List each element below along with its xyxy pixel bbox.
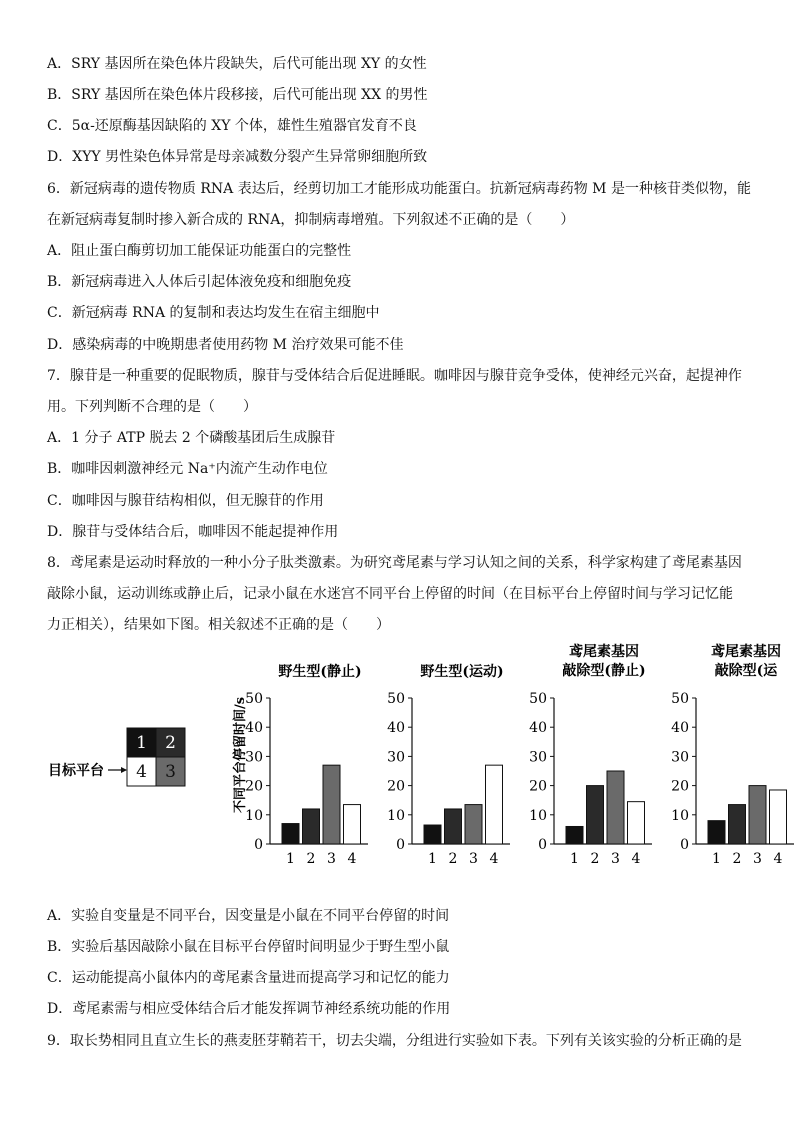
x-tick-label: 3 (753, 851, 762, 867)
bar-platform-1 (282, 824, 299, 844)
bar-platform-1 (566, 826, 583, 844)
platform-time-charts (0, 640, 794, 870)
y-tick-label: 30 (529, 749, 547, 766)
bar-platform-4 (770, 790, 787, 844)
q6-option-d: D．感染病毒的中晚期患者使用药物 M 治疗效果可能不佳 (47, 337, 404, 353)
x-tick-label: 2 (732, 851, 742, 867)
question-7-stem-line-1: 7．腺苷是一种重要的促眠物质，腺苷与受体结合后促进睡眠。咖啡因与腺苷竞争受体，使神经元兴奋，起提神作 (47, 368, 742, 384)
x-tick-label: 1 (428, 851, 437, 867)
option-c-reductase: C．5α-还原酶基因缺陷的 XY 个体，雄性生殖器官发育不良 (47, 118, 417, 134)
x-tick-label: 2 (306, 851, 316, 867)
bar-platform-3 (749, 786, 766, 844)
x-tick-label: 4 (489, 851, 499, 867)
q6-option-a: A．阻止蛋白酶剪切加工能保证功能蛋白的完整性 (47, 243, 352, 259)
panel-title: 野生型(静止) (278, 664, 362, 680)
y-tick-label: 50 (671, 691, 689, 707)
q7-option-b: B．咖啡因刺激神经元 Na⁺内流产生动作电位 (47, 461, 328, 477)
question-6-stem-line-1: 6．新冠病毒的遗传物质 RNA 表达后，经剪切加工才能形成功能蛋白。抗新冠病毒药物 M 是一种核苷类似物，能 (47, 181, 751, 197)
q8-option-a: A．实验自变量是不同平台，因变量是小鼠在不同平台停留的时间 (47, 908, 450, 924)
chart-panel-3 (529, 643, 652, 867)
y-tick-label: 20 (529, 778, 547, 795)
y-tick-label: 10 (529, 807, 547, 824)
x-tick-label: 1 (570, 851, 579, 867)
question-8-stem-line-1: 8．鸢尾素是运动时释放的一种小分子肽类激素。为研究鸢尾素与学习认知之间的关系，科学家构建了鸢尾素基因 (47, 555, 742, 571)
y-tick-label: 10 (245, 807, 263, 824)
y-tick-label: 20 (245, 778, 263, 795)
question-6-stem-line-2: 在新冠病毒复制时掺入新合成的 RNA，抑制病毒增殖。下列叙述不正确的是（ ） (47, 212, 575, 228)
x-tick-label: 2 (590, 851, 600, 867)
bar-platform-2 (729, 805, 746, 844)
y-tick-label: 50 (529, 691, 547, 707)
bar-platform-1 (424, 825, 441, 844)
y-tick-label: 40 (387, 720, 405, 737)
y-tick-label: 50 (387, 691, 405, 707)
question-8-stem-line-2: 敲除小鼠，运动训练或静止后，记录小鼠在水迷宫不同平台上停留的时间（在目标平台上停留时间与学习记忆能 (47, 586, 733, 602)
bar-platform-3 (465, 805, 482, 844)
bar-platform-4 (628, 802, 645, 844)
panel-title: 鸢尾素基因 (569, 644, 639, 660)
chart-panel-4 (671, 643, 794, 867)
q7-option-d: D．腺苷与受体结合后，咖啡因不能起提神作用 (47, 524, 339, 540)
y-tick-label: 0 (254, 837, 263, 853)
y-tick-label: 20 (387, 778, 405, 795)
platform-label-3: 3 (165, 762, 176, 782)
x-tick-label: 3 (611, 851, 620, 867)
q6-option-c: C．新冠病毒 RNA 的复制和表达均发生在宿主细胞中 (47, 305, 380, 321)
bar-platform-4 (486, 765, 503, 844)
y-tick-label: 30 (387, 749, 405, 766)
y-tick-label: 0 (396, 837, 405, 853)
figure-8 (0, 640, 794, 870)
q7-option-c: C．咖啡因与腺苷结构相似，但无腺苷的作用 (47, 493, 324, 509)
arrow-head (121, 767, 127, 773)
bar-platform-1 (708, 821, 725, 844)
y-tick-label: 40 (671, 720, 689, 737)
bar-platform-2 (587, 786, 604, 844)
x-tick-label: 1 (712, 851, 721, 867)
bar-platform-2 (445, 809, 462, 844)
x-tick-label: 3 (469, 851, 478, 867)
q6-option-b: B．新冠病毒进入人体后引起体液免疫和细胞免疫 (47, 274, 352, 290)
y-tick-label: 30 (671, 749, 689, 766)
option-b-sry: B．SRY 基因所在染色体片段移接，后代可能出现 XX 的男性 (47, 87, 428, 103)
option-a-sry: A．SRY 基因所在染色体片段缺失，后代可能出现 XY 的女性 (47, 56, 427, 72)
q8-option-b: B．实验后基因敲除小鼠在目标平台停留时间明显少于野生型小鼠 (47, 939, 450, 955)
question-7-stem-line-2: 用。下列判断不合理的是（ ） (47, 399, 257, 415)
y-axis-label: 不同平台停留时间/s (233, 696, 248, 814)
y-tick-label: 30 (245, 749, 263, 766)
y-tick-label: 40 (529, 720, 547, 737)
option-d-xyy: D．XYY 男性染色体异常是母亲减数分裂产生异常卵细胞所致 (47, 149, 428, 165)
platform-label-4: 4 (136, 762, 147, 782)
y-tick-label: 20 (671, 778, 689, 795)
x-tick-label: 2 (448, 851, 458, 867)
question-8-stem-line-3: 力正相关），结果如下图。相关叙述不正确的是（ ） (47, 617, 390, 633)
y-tick-label: 10 (387, 807, 405, 824)
platform-label-2: 2 (165, 733, 176, 753)
panel-title: 鸢尾素基因 (711, 644, 781, 660)
bar-platform-3 (607, 771, 624, 844)
panel-title: 野生型(运动) (420, 664, 504, 680)
bar-platform-4 (344, 805, 361, 844)
question-9-stem-line-1: 9．取长势相同且直立生长的燕麦胚芽鞘若干，切去尖端，分组进行实验如下表。下列有关该实验的分析正确的是 (47, 1033, 742, 1049)
bar-platform-3 (323, 765, 340, 844)
bar-platform-2 (303, 809, 320, 844)
platform-diagram (48, 728, 185, 786)
target-platform-label: 目标平台 (48, 763, 104, 779)
x-tick-label: 3 (327, 851, 336, 867)
x-tick-label: 4 (631, 851, 641, 867)
y-tick-label: 40 (245, 720, 263, 737)
platform-label-1: 1 (136, 733, 147, 753)
panel-title: 敲除型(静止) (562, 663, 646, 679)
y-tick-label: 50 (245, 691, 263, 707)
q7-option-a: A．1 分子 ATP 脱去 2 个磷酸基团后生成腺苷 (47, 430, 336, 446)
q8-option-c: C．运动能提高小鼠体内的鸢尾素含量进而提高学习和记忆的能力 (47, 970, 450, 986)
q8-option-d: D．鸢尾素需与相应受体结合后才能发挥调节神经系统功能的作用 (47, 1001, 451, 1017)
chart-panel-1 (245, 663, 368, 867)
x-tick-label: 1 (286, 851, 295, 867)
x-tick-label: 4 (347, 851, 357, 867)
y-tick-label: 0 (680, 837, 689, 853)
panel-title: 敲除型(运 (714, 663, 778, 679)
y-tick-label: 0 (538, 837, 547, 853)
y-tick-label: 10 (671, 807, 689, 824)
x-tick-label: 4 (773, 851, 783, 867)
chart-panel-2 (387, 663, 510, 867)
